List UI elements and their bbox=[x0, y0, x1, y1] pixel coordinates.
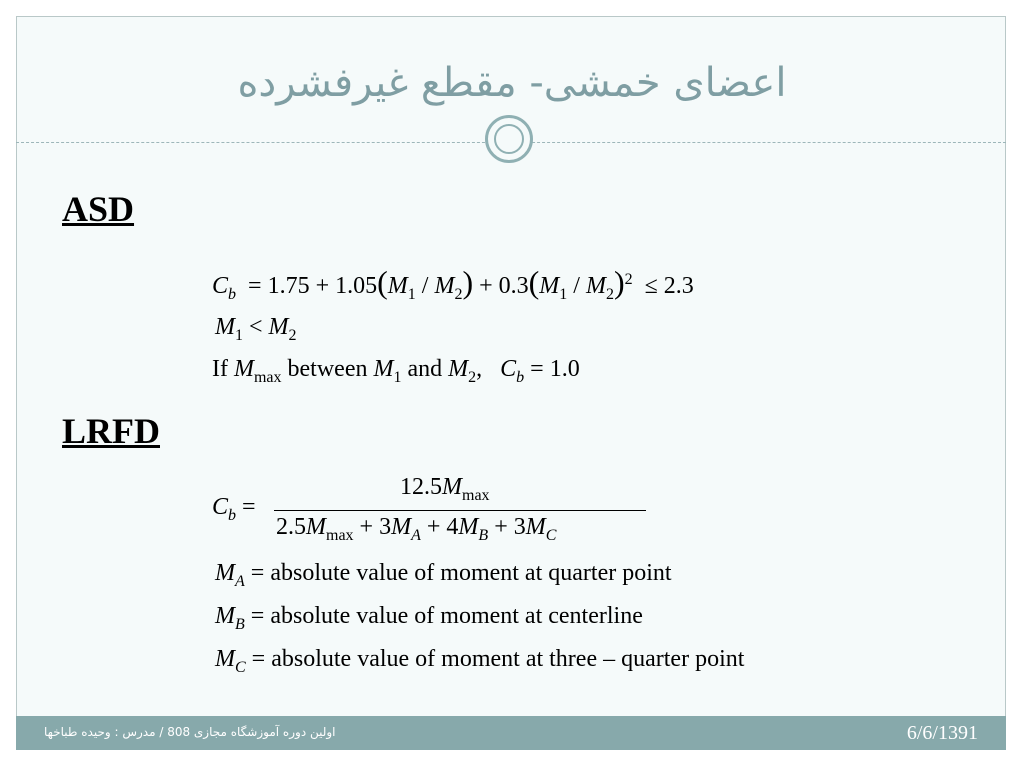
asd-equation-m1-m2: $M_1 < M_2$ bbox=[215, 314, 297, 344]
footer-text: اولین دوره آموزشگاه مجازی 808 / مدرس : وحیده طباخها bbox=[44, 725, 336, 739]
lrfd-heading: LRFD bbox=[62, 411, 160, 451]
lrfd-mb-definition: $M_B$ = absolute value of moment at centerline bbox=[215, 603, 643, 633]
lrfd-mc-definition: $M_C$ = absolute value of moment at three – quarter point bbox=[215, 646, 745, 676]
circle-ornament bbox=[485, 115, 533, 163]
lrfd-numerator: $12.5M_{max}$ bbox=[400, 474, 490, 504]
asd-equation-if: If $M_{max}$ between $M_1$ and $M_2$, $C_b = 1.0$ bbox=[212, 356, 580, 386]
asd-equation-cb: $C_b = 1.75 + 1.05(M_1 / M_2) + 0.3(M_1 / M_2)^2 \le 2.3$ bbox=[212, 264, 694, 303]
lrfd-cb-label: $C_b$ = bbox=[212, 494, 256, 524]
slide-title: اعضای خمشی- مقطع غیرفشرده bbox=[237, 60, 787, 106]
fraction-bar bbox=[274, 510, 646, 511]
lrfd-denominator: $2.5M_{max} + 3M_A + 4M_B + 3M_C$ bbox=[276, 514, 557, 544]
circle-ornament-inner bbox=[494, 124, 524, 154]
slide-footer bbox=[16, 716, 1006, 750]
lrfd-ma-definition: $M_A$ = absolute value of moment at quarter point bbox=[215, 560, 672, 590]
asd-heading: ASD bbox=[62, 189, 135, 229]
footer-date: 6/6/1391 bbox=[906, 722, 978, 744]
